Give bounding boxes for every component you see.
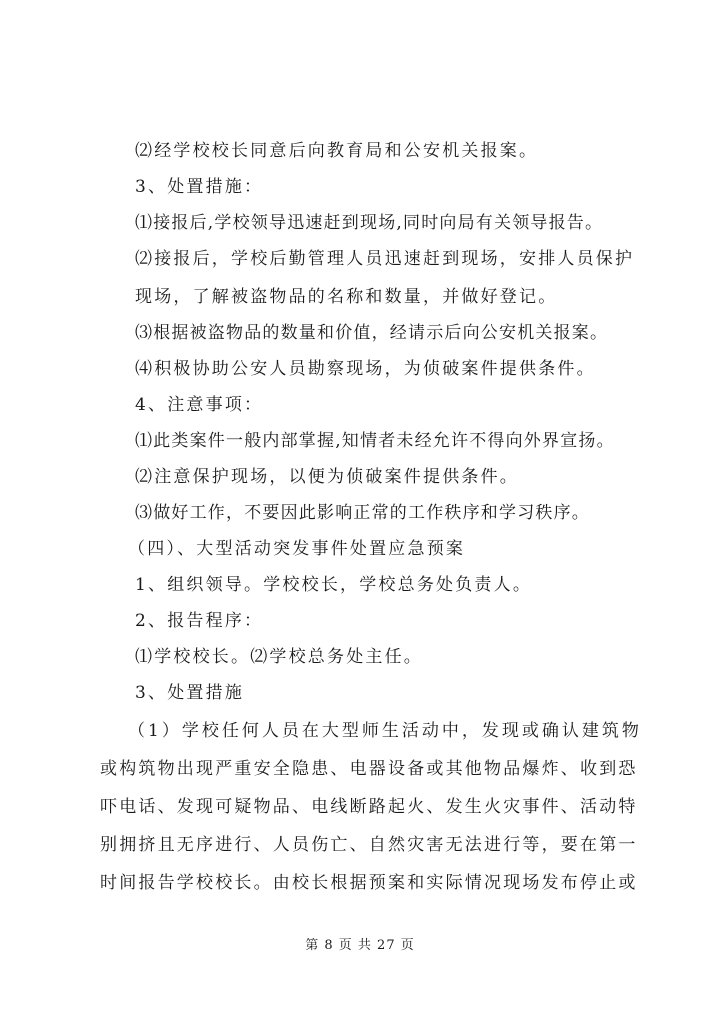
- text-line: 吓电话、发现可疑物品、电线断路起火、发生火灾事件、活动特: [100, 797, 638, 817]
- section-heading: 3、处置措施：: [135, 177, 264, 197]
- page-footer: 第 8 页 共 27 页: [305, 938, 415, 953]
- text-line: 1、组织领导。学校校长，学校总务处负责人。: [135, 575, 533, 595]
- text-line: ⑴此类案件一般内部掌握,知情者未经允许不得向外界宣扬。: [135, 431, 615, 451]
- text-line: ⑵经学校校长同意后向教育局和公安机关报案。: [135, 141, 539, 161]
- text-line: ⑷积极协助公安人员勘察现场，为侦破案件提供条件。: [135, 359, 596, 379]
- text-line: 时间报告学校校长。由校长根据预案和实际情况现场发布停止或: [100, 873, 638, 893]
- text-line: ⑵注意保护现场，以便为侦破案件提供条件。: [135, 467, 519, 487]
- section-heading: 4、注意事项：: [135, 395, 264, 415]
- text-line: ⑴学校校长。⑵学校总务处主任。: [135, 647, 423, 667]
- text-line: ⑶根据被盗物品的数量和价值，经请示后向公安机关报案。: [135, 323, 609, 343]
- text-line: 或构筑物出现严重安全隐患、电器设备或其他物品爆炸、收到恐: [100, 759, 638, 779]
- text-line: 现场，了解被盗物品的名称和数量，并做好登记。: [135, 287, 558, 307]
- text-line: （1）学校任何人员在大型师生活动中，发现或确认建筑物: [128, 721, 642, 741]
- text-line: 别拥挤且无序进行、人员伤亡、自然灾害无法进行等，要在第一: [100, 835, 638, 855]
- section-heading: 2、报告程序：: [135, 611, 264, 631]
- text-line: ⑴接报后,学校领导迅速赶到现场,同时向局有关领导报告。: [135, 213, 604, 233]
- text-line: ⑵接报后，学校后勤管理人员迅速赶到现场，安排人员保护: [135, 249, 635, 269]
- section-heading: （四）、大型活动突发事件处置应急预案: [128, 539, 466, 559]
- text-line: ⑶做好工作，不要因此影响正常的工作秩序和学习秩序。: [135, 503, 590, 523]
- section-heading: 3、处置措施: [135, 683, 245, 703]
